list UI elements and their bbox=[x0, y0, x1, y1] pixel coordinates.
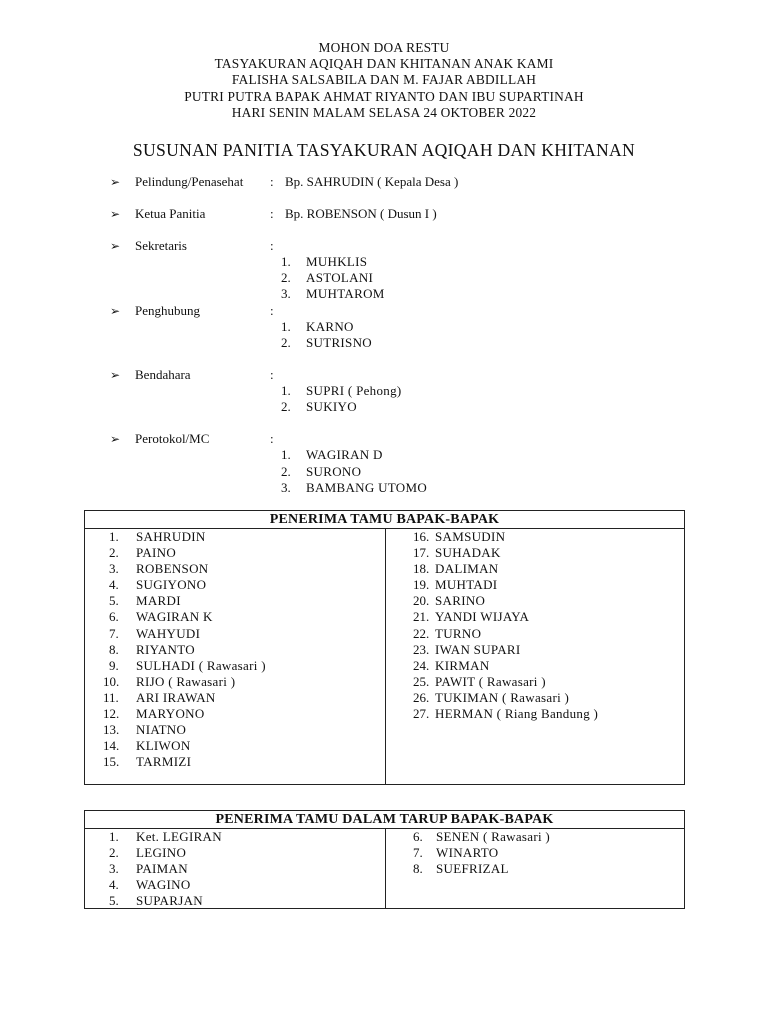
table-column-right bbox=[385, 829, 684, 909]
list-item bbox=[110, 286, 710, 302]
row-number: 25. bbox=[413, 673, 430, 689]
row-number: 11. bbox=[103, 689, 119, 705]
row-number: 15. bbox=[103, 754, 120, 770]
table-row bbox=[385, 593, 684, 609]
table-row bbox=[85, 829, 385, 845]
table-row bbox=[85, 561, 385, 577]
row-number: 24. bbox=[413, 657, 430, 673]
role-colon: : bbox=[270, 206, 274, 221]
row-number: 8. bbox=[109, 641, 119, 657]
member-list bbox=[110, 319, 710, 351]
row-number: 2. bbox=[109, 845, 119, 861]
table-row bbox=[85, 845, 385, 861]
role-colon: : bbox=[270, 174, 274, 189]
row-name: MARDI bbox=[136, 593, 181, 609]
member-name: WAGIRAN D bbox=[306, 447, 383, 463]
table-title: PENERIMA TAMU BAPAK-BAPAK bbox=[85, 511, 684, 529]
list-item bbox=[110, 335, 710, 351]
table-body bbox=[85, 529, 684, 785]
committee-roles bbox=[110, 174, 710, 496]
guest-reception-table bbox=[84, 510, 685, 785]
table-row bbox=[85, 674, 385, 690]
list-item bbox=[110, 464, 710, 480]
row-name: TUKIMAN ( Rawasari ) bbox=[435, 689, 570, 705]
row-name: IWAN SUPARI bbox=[435, 641, 521, 657]
member-number: 1. bbox=[281, 382, 291, 398]
row-number: 19. bbox=[413, 577, 430, 593]
list-item bbox=[110, 447, 710, 463]
table-row bbox=[385, 609, 684, 625]
row-number: 27. bbox=[413, 706, 430, 722]
role-colon: : bbox=[270, 238, 274, 253]
row-number: 22. bbox=[413, 625, 430, 641]
table-row bbox=[85, 722, 385, 738]
role-protokol bbox=[110, 431, 710, 496]
list-item bbox=[110, 270, 710, 286]
list-item bbox=[110, 399, 710, 415]
table-row bbox=[85, 626, 385, 642]
row-number: 7. bbox=[109, 625, 119, 641]
table-body bbox=[85, 829, 684, 909]
row-number: 7. bbox=[413, 845, 423, 861]
row-number: 20. bbox=[413, 593, 430, 609]
table-row bbox=[85, 877, 385, 893]
letter-header bbox=[0, 40, 768, 121]
role-value: Bp. ROBENSON ( Dusun I ) bbox=[285, 206, 437, 221]
row-name: WINARTO bbox=[436, 845, 499, 861]
row-number: 10. bbox=[103, 673, 120, 689]
table-row bbox=[85, 738, 385, 754]
member-number: 1. bbox=[281, 447, 291, 463]
table-row bbox=[385, 706, 684, 722]
member-number: 2. bbox=[281, 334, 291, 350]
row-name: SULHADI ( Rawasari ) bbox=[136, 657, 266, 673]
table-row bbox=[385, 658, 684, 674]
row-name: SUPARJAN bbox=[136, 893, 203, 909]
row-name: PAWIT ( Rawasari ) bbox=[435, 673, 546, 689]
row-number: 2. bbox=[109, 545, 119, 561]
member-number: 3. bbox=[281, 286, 291, 302]
table-row bbox=[385, 845, 684, 861]
row-name: SUHADAK bbox=[435, 545, 501, 561]
row-name: SARINO bbox=[435, 593, 486, 609]
row-name: KLIWON bbox=[136, 738, 191, 754]
row-number: 18. bbox=[413, 561, 430, 577]
member-number: 2. bbox=[281, 463, 291, 479]
row-name: ARI IRAWAN bbox=[136, 689, 216, 705]
page-title: SUSUNAN PANITIA TASYAKURAN AQIQAH DAN KHITANAN bbox=[132, 140, 636, 160]
role-colon: : bbox=[270, 431, 274, 447]
row-number: 5. bbox=[109, 593, 119, 609]
row-name: SUGIYONO bbox=[136, 577, 207, 593]
role-label: Pelindung/Penasehat bbox=[135, 174, 244, 189]
table-row bbox=[85, 609, 385, 625]
member-name: SUKIYO bbox=[306, 399, 357, 415]
row-number: 6. bbox=[413, 829, 423, 844]
row-name: PAINO bbox=[136, 545, 177, 561]
role-sekretaris bbox=[110, 238, 710, 303]
member-number: 1. bbox=[281, 254, 291, 269]
table-row bbox=[385, 561, 684, 577]
row-number: 13. bbox=[103, 722, 120, 738]
table-row bbox=[385, 674, 684, 690]
role-label: Penghubung bbox=[135, 302, 200, 318]
arrow-bullet-icon: ➢ bbox=[110, 239, 121, 253]
table-row bbox=[85, 545, 385, 561]
role-penghubung bbox=[110, 303, 710, 351]
row-name: RIJO ( Rawasari ) bbox=[136, 673, 236, 689]
arrow-bullet-icon: ➢ bbox=[110, 175, 121, 189]
arrow-bullet-icon: ➢ bbox=[110, 207, 121, 221]
row-name: SAMSUDIN bbox=[435, 529, 506, 544]
row-number: 23. bbox=[413, 641, 430, 657]
row-number: 4. bbox=[109, 577, 119, 593]
header-line: TASYAKURAN AQIQAH DAN KHITANAN ANAK KAMI bbox=[214, 56, 554, 72]
row-number: 21. bbox=[413, 609, 430, 625]
table-row bbox=[385, 829, 684, 845]
table-column-left bbox=[85, 529, 386, 785]
row-name: LEGINO bbox=[136, 845, 187, 861]
member-name: BAMBANG UTOMO bbox=[306, 479, 428, 495]
tent-guest-reception-table bbox=[84, 810, 685, 909]
member-list bbox=[110, 383, 710, 415]
table-row bbox=[85, 658, 385, 674]
member-name: KARNO bbox=[306, 318, 354, 334]
row-name: WAGIRAN K bbox=[136, 609, 213, 625]
row-number: 3. bbox=[109, 861, 119, 877]
row-name: ROBENSON bbox=[136, 561, 209, 577]
role-label: Sekretaris bbox=[135, 238, 187, 253]
member-list bbox=[110, 447, 710, 496]
role-label: Bendahara bbox=[135, 366, 191, 382]
member-name: MUHTAROM bbox=[306, 286, 385, 302]
row-name: SAHRUDIN bbox=[136, 529, 206, 544]
table-title: PENERIMA TAMU DALAM TARUP BAPAK-BAPAK bbox=[85, 811, 684, 829]
row-number: 17. bbox=[413, 545, 430, 561]
row-name: PAIMAN bbox=[136, 861, 188, 877]
arrow-bullet-icon: ➢ bbox=[110, 432, 121, 447]
row-name: TARMIZI bbox=[136, 754, 192, 770]
row-number: 14. bbox=[103, 738, 120, 754]
member-name: ASTOLANI bbox=[306, 270, 374, 286]
member-list bbox=[110, 254, 710, 303]
row-name: WAHYUDI bbox=[136, 625, 201, 641]
table-row bbox=[85, 754, 385, 770]
row-name: Ket. LEGIRAN bbox=[136, 829, 222, 844]
role-label: Ketua Panitia bbox=[135, 206, 206, 221]
table-row bbox=[385, 545, 684, 561]
header-line: HARI SENIN MALAM SELASA 24 OKTOBER 2022 bbox=[231, 104, 537, 120]
row-name: KIRMAN bbox=[435, 657, 490, 673]
table-row bbox=[85, 690, 385, 706]
row-name: SENEN ( Rawasari ) bbox=[436, 829, 551, 844]
role-pelindung bbox=[110, 174, 710, 190]
role-ketua bbox=[110, 206, 710, 222]
row-number: 9. bbox=[109, 657, 119, 673]
table-row bbox=[85, 529, 385, 545]
table-row bbox=[385, 529, 684, 545]
row-number: 5. bbox=[109, 893, 119, 909]
member-number: 1. bbox=[281, 318, 291, 334]
header-line: MOHON DOA RESTU bbox=[318, 40, 450, 55]
row-name: HERMAN ( Riang Bandung ) bbox=[435, 706, 599, 722]
list-item bbox=[110, 254, 710, 270]
row-name: MARYONO bbox=[136, 706, 205, 722]
row-number: 4. bbox=[109, 877, 119, 893]
list-item bbox=[110, 383, 710, 399]
row-name: YANDI WIJAYA bbox=[435, 609, 530, 625]
list-item bbox=[110, 480, 710, 496]
member-name: SUTRISNO bbox=[306, 334, 372, 350]
table-row bbox=[85, 642, 385, 658]
table-row bbox=[385, 626, 684, 642]
arrow-bullet-icon: ➢ bbox=[110, 367, 121, 382]
member-number: 2. bbox=[281, 399, 291, 415]
member-name: SUPRI ( Pehong) bbox=[306, 382, 402, 398]
row-name: TURNO bbox=[435, 625, 482, 641]
table-row bbox=[385, 642, 684, 658]
role-colon: : bbox=[270, 366, 274, 382]
role-value: Bp. SAHRUDIN ( Kepala Desa ) bbox=[285, 174, 459, 189]
table-column-right bbox=[385, 529, 684, 785]
table-row bbox=[85, 706, 385, 722]
table-row bbox=[85, 577, 385, 593]
header-line: FALISHA SALSABILA DAN M. FAJAR ABDILLAH bbox=[231, 72, 537, 88]
table-row bbox=[385, 577, 684, 593]
member-name: SURONO bbox=[306, 463, 362, 479]
list-item bbox=[110, 319, 710, 335]
member-number: 2. bbox=[281, 270, 291, 286]
member-name: MUHKLIS bbox=[306, 254, 368, 269]
row-number: 6. bbox=[109, 609, 119, 625]
member-number: 3. bbox=[281, 479, 291, 495]
arrow-bullet-icon: ➢ bbox=[110, 303, 121, 318]
table-row bbox=[385, 861, 684, 877]
role-label: Perotokol/MC bbox=[135, 431, 210, 447]
row-number: 1. bbox=[109, 529, 119, 544]
row-name: WAGINO bbox=[136, 877, 191, 893]
role-bendahara bbox=[110, 367, 710, 415]
row-number: 12. bbox=[103, 706, 120, 722]
row-name: SUEFRIZAL bbox=[436, 861, 509, 877]
row-number: 1. bbox=[109, 829, 119, 844]
row-name: NIATNO bbox=[136, 722, 187, 738]
table-row bbox=[85, 861, 385, 877]
row-number: 3. bbox=[109, 561, 119, 577]
row-number: 8. bbox=[413, 861, 423, 877]
table-row bbox=[85, 893, 385, 909]
row-number: 26. bbox=[413, 689, 430, 705]
row-name: DALIMAN bbox=[435, 561, 499, 577]
role-colon: : bbox=[270, 302, 274, 318]
row-number: 16. bbox=[413, 529, 430, 544]
table-row bbox=[385, 690, 684, 706]
table-column-left bbox=[85, 829, 386, 909]
row-name: MUHTADI bbox=[435, 577, 498, 593]
header-line: PUTRI PUTRA BAPAK AHMAT RIYANTO DAN IBU SUPARTINAH bbox=[184, 88, 584, 104]
row-name: RIYANTO bbox=[136, 641, 195, 657]
table-row bbox=[85, 593, 385, 609]
